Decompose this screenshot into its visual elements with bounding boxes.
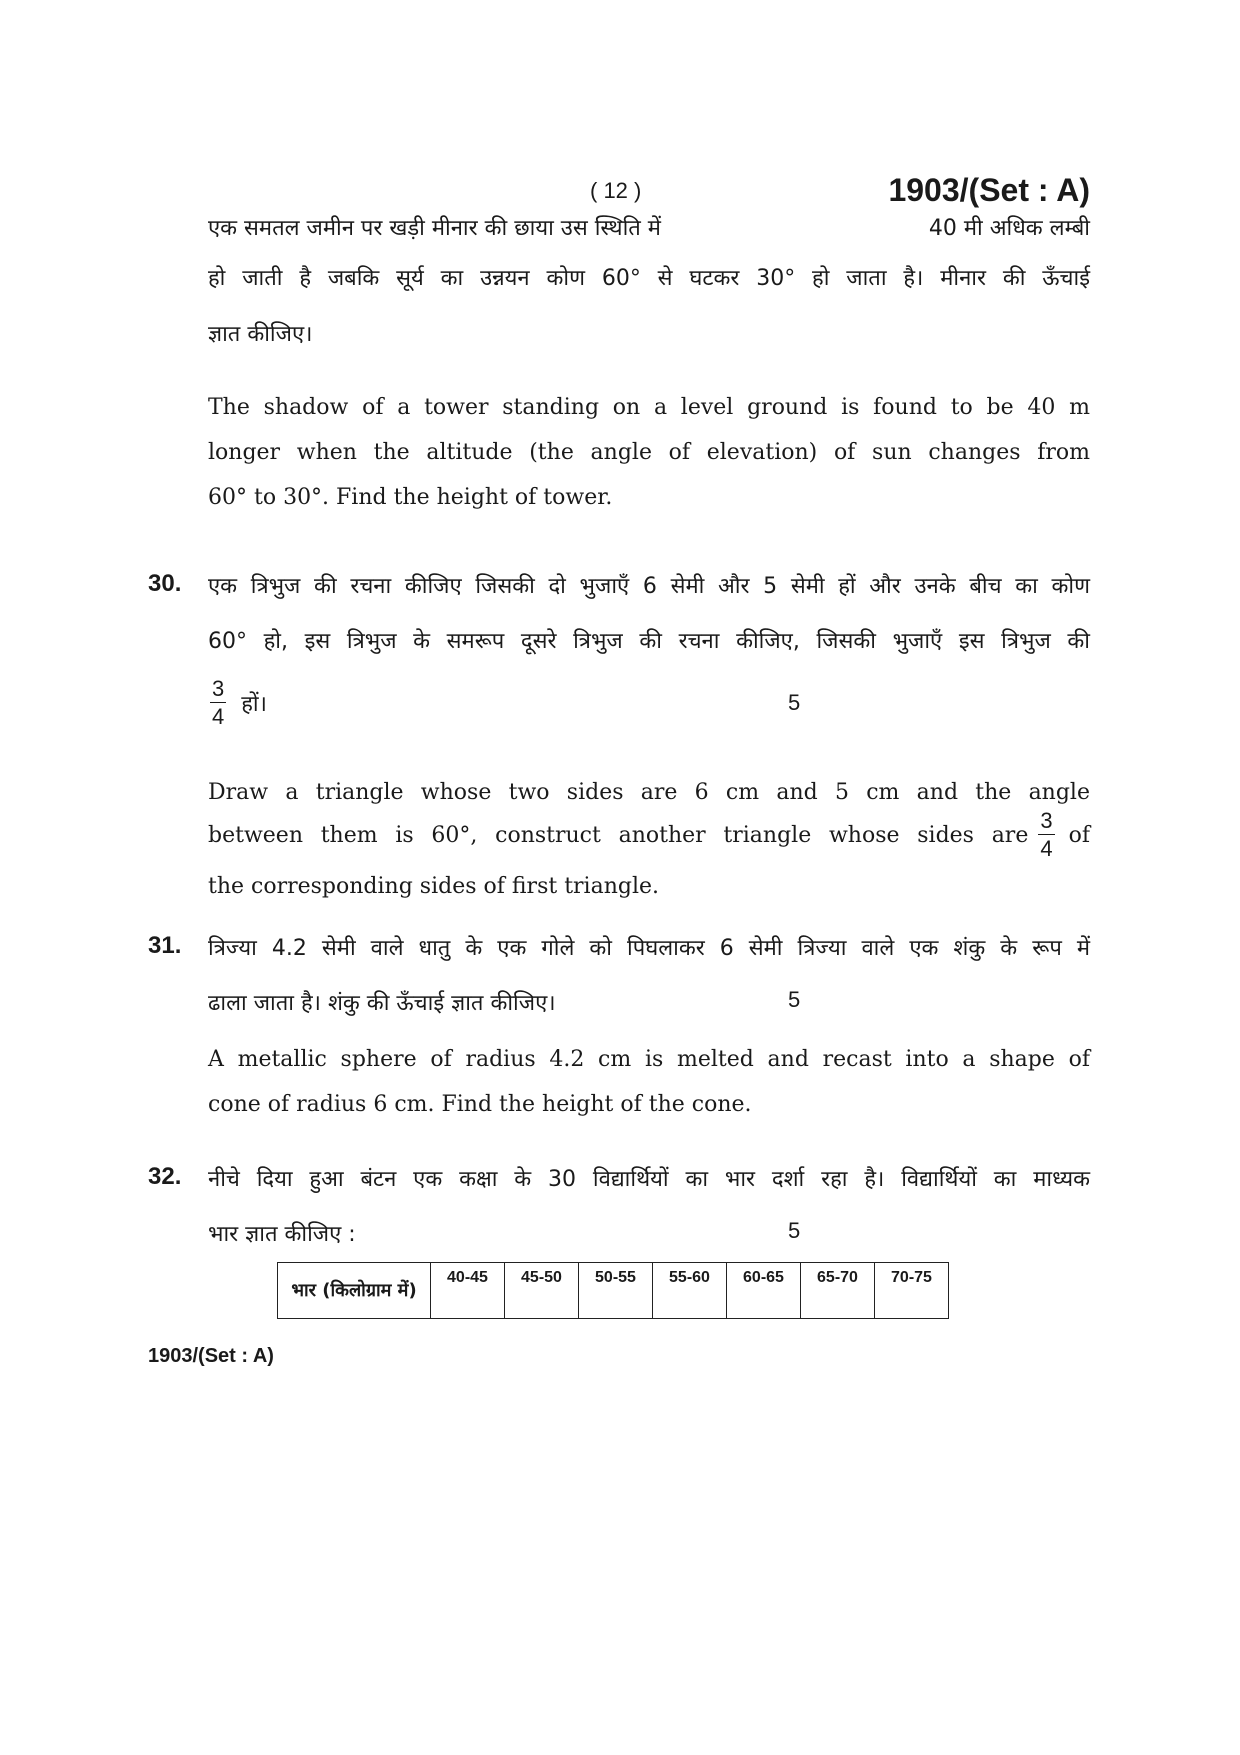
q31-english-line2: cone of radius 6 cm. Find the height of the cone. xyxy=(208,1092,752,1117)
q31-hindi-line2: ढाला जाता है। शंकु की ऊँचाई ज्ञात कीजिए। xyxy=(208,991,556,1016)
q29-hindi-line1-left: एक समतल जमीन पर खड़ी मीनार की छाया उस स्थिति में xyxy=(208,216,661,241)
q30-fraction-denominator: 4 xyxy=(212,704,225,729)
table-cell: 65-70 xyxy=(801,1263,875,1319)
weight-distribution-table xyxy=(277,1262,949,1319)
q32-marks: 5 xyxy=(788,1218,801,1243)
page-number: ( 12 ) xyxy=(590,178,642,203)
q30-hindi-fraction xyxy=(210,678,226,728)
q29-hindi-line1-right: 40 मी अधिक लम्बी xyxy=(928,216,1090,241)
q32-number: 32. xyxy=(148,1163,182,1190)
q30-hindi-line3-suffix: हों। xyxy=(241,692,267,717)
set-code-footer: 1903/(Set : A) xyxy=(148,1345,274,1367)
table-cell: 70-75 xyxy=(875,1263,949,1319)
q30-marks: 5 xyxy=(788,690,801,715)
q31-english-line1: A metallic sphere of radius 4.2 cm is melted and recast into a shape of xyxy=(208,1047,1090,1072)
q30-english-fraction xyxy=(1038,810,1054,860)
q31-marks: 5 xyxy=(788,987,801,1012)
q31-hindi-line1: त्रिज्या 4.2 सेमी वाले धातु के एक गोले को पिघलाकर 6 सेमी त्रिज्या वाले एक शंकु के रूप में xyxy=(208,936,1090,961)
table-cell: 50-55 xyxy=(579,1263,653,1319)
table-header-weight: भार (किलोग्राम में) xyxy=(278,1263,431,1319)
q30-english-line2-of: of xyxy=(1068,822,1090,848)
q30-fraction-numerator: 3 xyxy=(212,676,225,701)
q30-hindi-line3 xyxy=(210,678,267,728)
q30-english-line3: the corresponding sides of first triangle. xyxy=(208,874,660,899)
q30-english-line1: Draw a triangle whose two sides are 6 cm and 5 cm and the angle xyxy=(208,780,1090,805)
set-code-header: 1903/(Set : A) xyxy=(888,172,1090,208)
q29-english-line1: The shadow of a tower standing on a level ground is found to be 40 m xyxy=(208,395,1090,420)
q31-number: 31. xyxy=(148,932,182,959)
q30-english-line2 xyxy=(208,810,1090,860)
table-row xyxy=(278,1263,949,1319)
q30-english-line2-text: between them is 60°, construct another triangle whose sides are xyxy=(208,822,1029,848)
q29-hindi-line2: हो जाती है जबकि सूर्य का उन्नयन कोण 60° से घटकर 30° हो जाता है। मीनार की ऊँचाई xyxy=(208,266,1090,291)
q32-hindi-line2: भार ज्ञात कीजिए : xyxy=(208,1222,356,1247)
table-cell: 40-45 xyxy=(431,1263,505,1319)
q29-hindi-line3: ज्ञात कीजिए। xyxy=(208,322,313,347)
q29-english-line2: longer when the altitude (the angle of elevation) of sun changes from xyxy=(208,440,1090,465)
q30-number: 30. xyxy=(148,570,182,597)
q32-hindi-line1: नीचे दिया हुआ बंटन एक कक्षा के 30 विद्यार्थियों का भार दर्शा रहा है। विद्यार्थियों का माध्यक xyxy=(208,1167,1090,1192)
q30-hindi-line2: 60° हो, इस त्रिभुज के समरूप दूसरे त्रिभुज की रचना कीजिए, जिसकी भुजाएँ इस त्रिभुज की xyxy=(208,629,1090,654)
table-cell: 45-50 xyxy=(505,1263,579,1319)
q30-english-fraction-denominator: 4 xyxy=(1040,836,1053,861)
q29-english-line3: 60° to 30°. Find the height of tower. xyxy=(208,485,613,510)
q30-hindi-line1: एक त्रिभुज की रचना कीजिए जिसकी दो भुजाएँ 6 सेमी और 5 सेमी हों और उनके बीच का कोण xyxy=(208,574,1090,599)
q30-english-fraction-numerator: 3 xyxy=(1040,808,1053,833)
table-cell: 55-60 xyxy=(653,1263,727,1319)
table-cell: 60-65 xyxy=(727,1263,801,1319)
